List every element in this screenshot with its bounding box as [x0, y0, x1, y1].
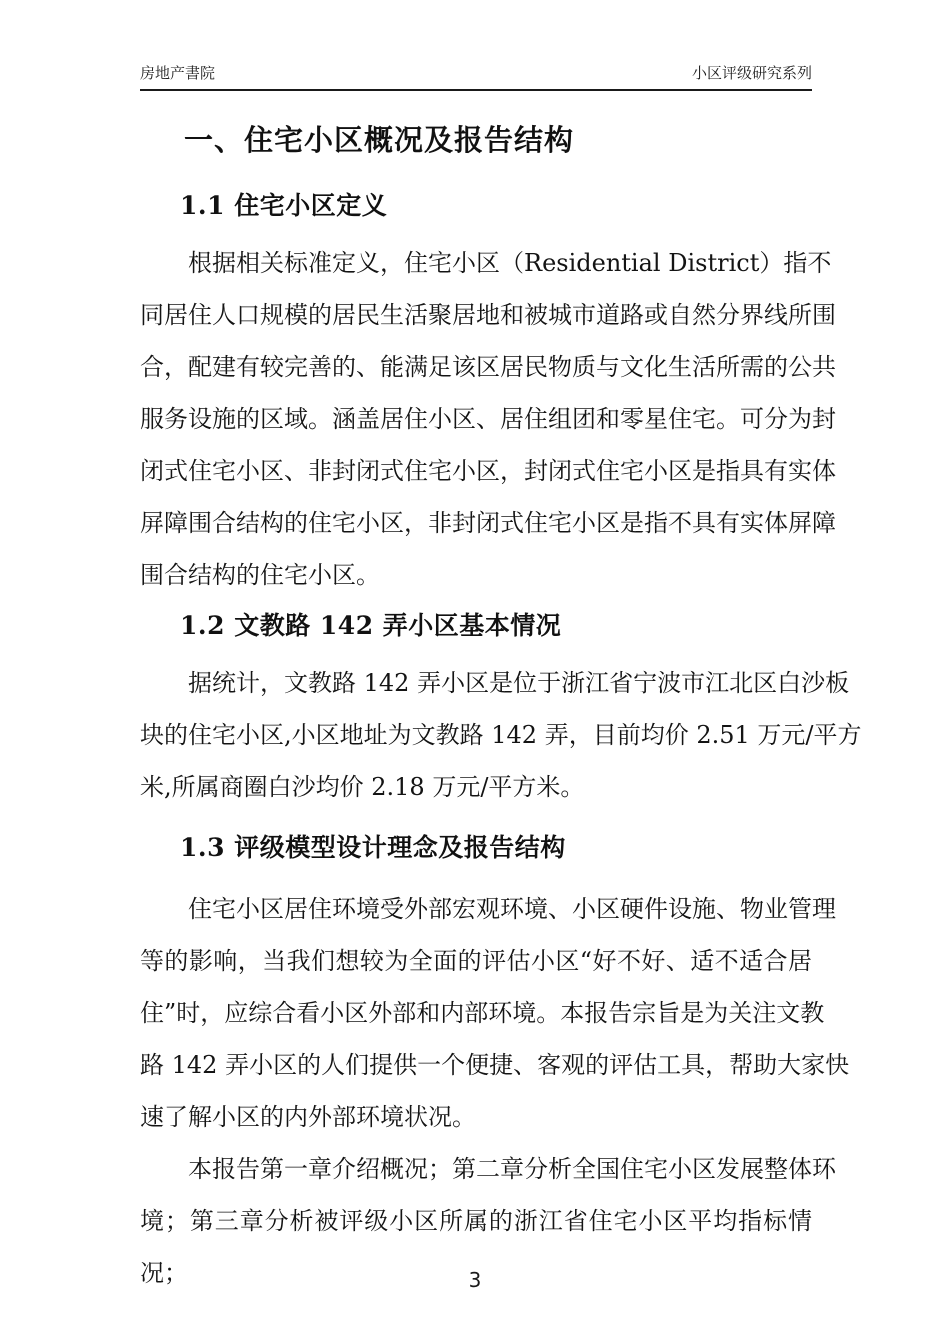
header-right-text: 小区评级研究系列 — [691, 64, 812, 82]
header-left-text: 房地产書院 — [140, 64, 216, 82]
paragraph-line: 同居住人口规模的居民生活聚居地和被城市道路或自然分界线所围 — [140, 301, 836, 329]
paragraph-line: 合，配建有较完善的、能满足该区居民物质与文化生活所需的公共 — [140, 353, 836, 381]
paragraph-1-2 — [140, 657, 862, 813]
paragraph-line: 境；第三章分析被评级小区所属的浙江省住宅小区平均指标情况； — [140, 1207, 812, 1287]
section-heading-1-2: 1.2 文教路 142 弄小区基本情况 — [180, 611, 562, 640]
section-heading-1-3: 1.3 评级模型设计理念及报告结构 — [180, 833, 566, 862]
paragraph-line: 据统计，文教路 142 弄小区是位于浙江省宁波市江北区白沙板 — [188, 669, 850, 697]
paragraph-line: 闭式住宅小区、非封闭式住宅小区，封闭式住宅小区是指具有实体 — [140, 457, 836, 485]
paragraph-line: 住宅小区居住环境受外部宏观环境、小区硬件设施、物业管理 — [188, 895, 836, 923]
section-heading-1-1: 1.1 住宅小区定义 — [180, 191, 388, 220]
chapter-title: 一、住宅小区概况及报告结构 — [184, 123, 575, 157]
paragraph-line: 块的住宅小区,小区地址为文教路 142 弄，目前均价 2.51 万元/平方 — [140, 721, 862, 749]
page-header — [140, 0, 812, 91]
paragraph-line: 等的影响，当我们想较为全面的评估小区“好不好、适不适合居 — [140, 947, 812, 975]
paragraph-line: 速了解小区的内外部环境状况。 — [140, 1103, 476, 1131]
page-footer — [0, 1268, 950, 1292]
paragraph-line: 根据相关标准定义，住宅小区（Residential District）指不 — [188, 249, 832, 277]
paragraph-1-1 — [140, 237, 836, 601]
paragraph-line: 住”时，应综合看小区外部和内部环境。本报告宗旨是为关注文教 — [140, 999, 825, 1027]
paragraph-line: 米,所属商圈白沙均价 2.18 万元/平方米。 — [140, 773, 585, 801]
paragraph-line: 服务设施的区域。涵盖居住小区、居住组团和零星住宅。可分为封 — [140, 405, 836, 433]
paragraph-line: 路 142 弄小区的人们提供一个便捷、客观的评估工具，帮助大家快 — [140, 1051, 850, 1079]
page-number: 3 — [468, 1268, 482, 1292]
paragraph-line: 本报告第一章介绍概况；第二章分析全国住宅小区发展整体环 — [188, 1155, 836, 1183]
paragraph-1-3-a — [140, 883, 850, 1143]
paragraph-line: 围合结构的住宅小区。 — [140, 561, 380, 589]
paragraph-line: 屏障围合结构的住宅小区，非封闭式住宅小区是指不具有实体屏障 — [140, 509, 836, 537]
